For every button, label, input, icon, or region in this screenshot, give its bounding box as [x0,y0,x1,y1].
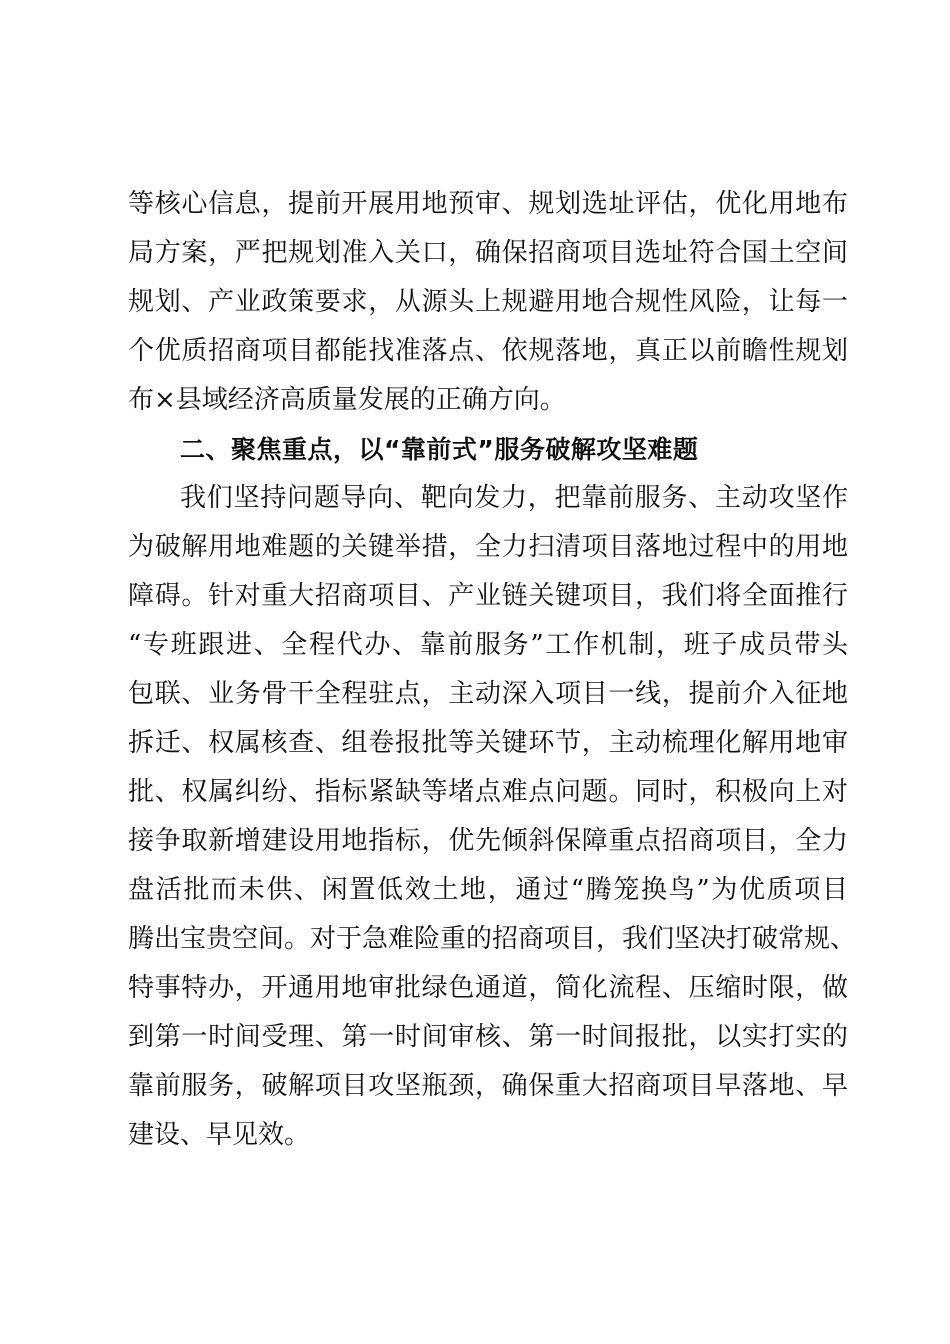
paragraph-line: 包联、业务骨干全程驻点，主动深入项目一线，提前介入征地 [128,679,848,709]
paragraph-line: 腾出宝贵空间。对于急难险重的招商项目，我们坚决打破常规、 [128,924,857,954]
paragraph-section-two [128,474,857,1160]
paragraph-line: 接争取新增建设用地指标，优先倾斜保障重点招商项目，全力 [128,826,848,856]
paragraph-line: 批、权属纠纷、指标紧缺等堵点难点问题。同时，积极向上对 [128,777,848,807]
paragraph-continued [128,180,848,425]
paragraph-line: 个优质招商项目都能找准落点、依规落地，真正以前瞻性规划 [128,336,848,366]
paragraph-line: 我们坚持问题导向、靶向发力，把靠前服务、主动攻坚作 [180,483,848,513]
paragraph-line: 建设、早见效。 [128,1120,311,1150]
paragraph-line: 规划、产业政策要求，从源头上规避用地合规性风险，让每一 [128,287,848,317]
paragraph-line: 为破解用地难题的关键举措，全力扫清项目落地过程中的用地 [128,532,848,562]
paragraph-line: 局方案，严把规划准入关口，确保招商项目选址符合国土空间 [128,238,848,268]
paragraph-line: 布×县域经济高质量发展的正确方向。 [128,385,566,415]
paragraph-line: “专班跟进、全程代办、靠前服务”工作机制，班子成员带头 [128,630,848,660]
paragraph-line: 到第一时间受理、第一时间审核、第一时间报批，以实打实的 [128,1022,848,1052]
document-body [128,180,857,1160]
paragraph-line: 盘活批而未供、闲置低效土地，通过“腾笼换鸟”为优质项目 [128,875,848,905]
paragraph-line: 特事特办，开通用地审批绿色通道，简化流程、压缩时限，做 [128,973,848,1003]
paragraph-line: 拆迁、权属核查、组卷报批等关键环节，主动梳理化解用地审 [128,728,848,758]
paragraph-line: 等核心信息，提前开展用地预审、规划选址评估，优化用地布 [128,189,848,219]
paragraph-line: 靠前服务，破解项目攻坚瓶颈，确保重大招商项目早落地、早 [128,1071,848,1101]
paragraph-line: 障碍。针对重大招商项目、产业链关键项目，我们将全面推行 [128,581,848,611]
section-heading: 二、聚焦重点，以“靠前式”服务破解攻坚难题 [180,435,699,464]
